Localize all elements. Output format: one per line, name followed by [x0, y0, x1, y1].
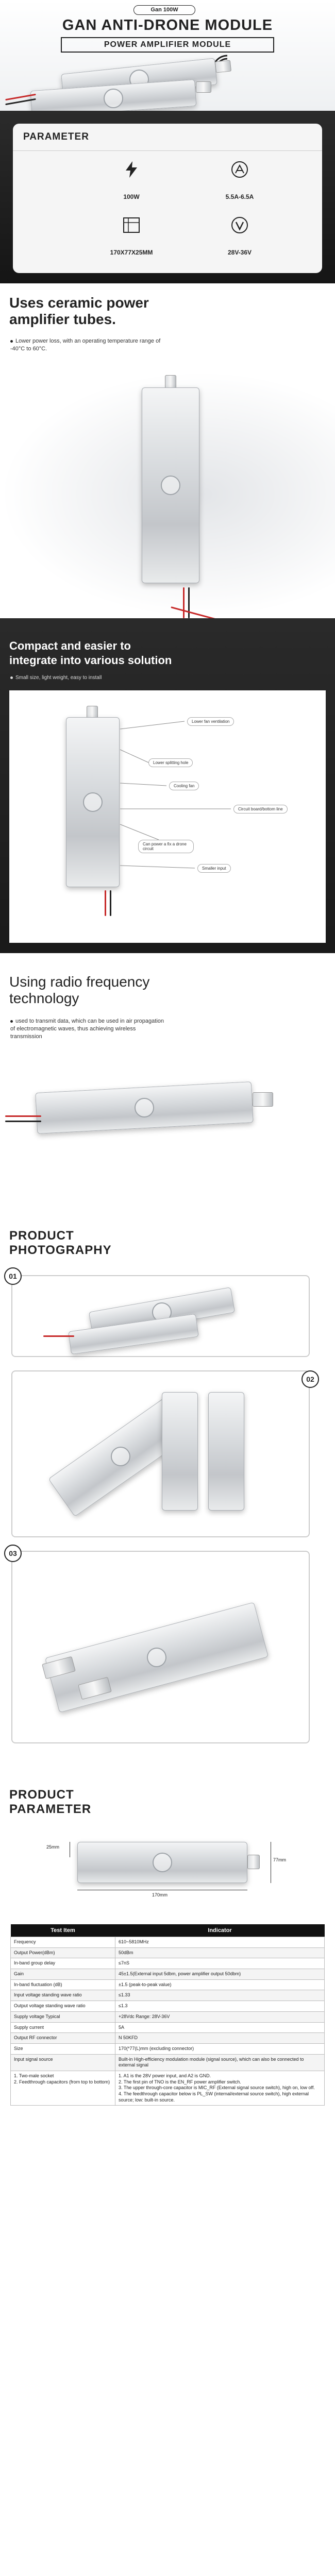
- param-item-current: [209, 161, 271, 200]
- photo-frame-1: [11, 1275, 310, 1357]
- spec-value: ≤1.33: [115, 1990, 325, 2001]
- spec-value: ±1.5 (peak-to-peak value): [115, 1979, 325, 1990]
- compact-panel: [9, 690, 326, 943]
- dim-width: 77mm: [273, 1857, 287, 1862]
- param-item-power: [106, 161, 157, 200]
- compact-title: Compact and easier to integrate into various solution: [9, 639, 172, 667]
- param-item-size: [90, 216, 173, 256]
- spec-value: 1. A1 is the 28V power input, and A2 is GND. 2. The first pin of TNO is the EN_RF power amplifier switch. 3. The upper through-core capacitor is MIC_RF (External signal source switch), high on, low off. 4. The feedthrough capacitor below is PL_SW (internal/external source switch), high external source; low: built-in source.: [115, 2071, 325, 2105]
- compact-bullet: Small size, light weight, easy to install: [10, 675, 102, 681]
- spec-key: In-band fluctuation (dB): [11, 1979, 115, 1990]
- photo-title: PRODUCT PHOTOGRAPHY: [9, 1229, 112, 1257]
- ceramic-module-image: [0, 371, 335, 618]
- table-row: [11, 2001, 325, 2012]
- col-header: Indicator: [115, 1924, 325, 1937]
- hero-section: [0, 0, 335, 111]
- param-value: 100W: [123, 193, 140, 200]
- param-value: 170X77X25MM: [110, 249, 153, 256]
- spec-key: Output RF connector: [11, 2033, 115, 2044]
- spec-key: Gain: [11, 1969, 115, 1980]
- col-header: Test Item: [11, 1924, 115, 1937]
- bullet-icon: [10, 676, 13, 679]
- spec-key: Input signal source: [11, 2054, 115, 2071]
- power-icon: [124, 161, 139, 178]
- param-item-voltage: [209, 216, 271, 256]
- callout-label: Smaller input: [197, 864, 231, 873]
- callout-label: Lower fan ventilation: [187, 717, 234, 726]
- spec-key: In-band group delay: [11, 1958, 115, 1969]
- rf-title: Using radio frequency technology: [9, 974, 150, 1006]
- compact-section: [0, 618, 335, 953]
- spec-key: Output voltage standing wave ratio: [11, 2001, 115, 2012]
- ceramic-title: Uses ceramic power amplifier tubes.: [9, 295, 149, 327]
- spec-key: Input voltage standing wave ratio: [11, 1990, 115, 2001]
- bullet-icon: [10, 1020, 13, 1023]
- table-row: [11, 2043, 325, 2054]
- hero-subtitle-box: [61, 37, 274, 53]
- spec-key: Size: [11, 2043, 115, 2054]
- hero-badge: Gan 100W: [133, 5, 195, 15]
- param-value: 28V-36V: [227, 249, 252, 256]
- spec-key: 1. Two-male socket 2. Feedthrough capacitors (from top to bottom): [11, 2071, 115, 2105]
- table-row: [11, 2054, 325, 2071]
- spec-key: Output Power(dBm): [11, 1947, 115, 1958]
- spec-key: Supply voltage Typical: [11, 2011, 115, 2022]
- spec-value: 610~5810MHz: [115, 1937, 325, 1948]
- spec-value: ≤1.3: [115, 2001, 325, 2012]
- photo-frame-3: [11, 1551, 310, 1743]
- dim-height: 25mm: [46, 1844, 60, 1850]
- callout-label: Lower splitting hole: [148, 758, 193, 767]
- spec-value: Built-in High-efficiency modulation module (signal source), which can also be connected to external signal: [115, 2054, 325, 2071]
- parameter-section: [0, 111, 335, 283]
- callout-lines: [9, 690, 326, 943]
- spec-value: 170(*77(L)mm (excluding connector): [115, 2043, 325, 2054]
- param-value: 5.5A-6.5A: [225, 193, 254, 200]
- spec-value: ≤7nS: [115, 1958, 325, 1969]
- table-row: [11, 2011, 325, 2022]
- current-icon: [231, 161, 248, 178]
- spec-title: PRODUCT PARAMETER: [9, 1788, 92, 1816]
- voltage-icon: [231, 216, 248, 234]
- table-header-row: [11, 1924, 325, 1937]
- dimension-drawing: [46, 1829, 289, 1911]
- callout-label: Can power a fix a drone circuit: [138, 840, 194, 853]
- size-icon: [122, 216, 141, 234]
- parameter-heading: PARAMETER: [23, 131, 89, 142]
- photo-number-3: 03: [4, 1545, 22, 1562]
- spec-table: [10, 1924, 325, 2106]
- photo-number-2: 02: [301, 1370, 319, 1388]
- photo-section: [0, 1221, 335, 1752]
- spec-value: N 50KFD: [115, 2033, 325, 2044]
- spec-value: 5A: [115, 2022, 325, 2033]
- hero-subtitle: POWER AMPLIFIER MODULE: [104, 40, 231, 49]
- spec-key: Supply current: [11, 2022, 115, 2033]
- spec-value: 45±1.5(External input 5dbm, power amplifier output 50dbm): [115, 1969, 325, 1980]
- table-row: [11, 2022, 325, 2033]
- table-row: [11, 2033, 325, 2044]
- table-row: [11, 1979, 325, 1990]
- spec-table-wrap: [10, 1924, 325, 2106]
- callout-label: Cooling fan: [169, 782, 199, 790]
- spec-key: Frequency: [11, 1937, 115, 1948]
- table-row: [11, 1990, 325, 2001]
- table-row: [11, 2071, 325, 2105]
- table-row: [11, 1947, 325, 1958]
- table-row: [11, 1958, 325, 1969]
- table-row: [11, 1969, 325, 1980]
- spec-value: +28Vdc Range: 28V-36V: [115, 2011, 325, 2022]
- spec-value: 50dBm: [115, 1947, 325, 1958]
- spec-section: [0, 1752, 335, 2576]
- rf-bullet: used to transmit data, which can be used in air propagation of electromagnetic waves, thus achieving wireless transmission: [10, 1018, 164, 1040]
- photo-number-1: 01: [4, 1267, 22, 1285]
- photo-frame-2: [11, 1370, 310, 1537]
- hero-title: GAN ANTI-DRONE MODULE: [62, 17, 273, 33]
- ceramic-section: [0, 283, 335, 618]
- dim-length: 170mm: [152, 1892, 168, 1897]
- ceramic-bullet: Lower power loss, with an operating temperature range of -40°C to 60°C.: [10, 338, 161, 352]
- rf-section: [0, 953, 335, 1221]
- bullet-icon: [10, 340, 13, 343]
- parameter-card: [13, 124, 322, 273]
- table-row: [11, 1937, 325, 1948]
- callout-label: Circuit board/bottom line: [233, 805, 288, 814]
